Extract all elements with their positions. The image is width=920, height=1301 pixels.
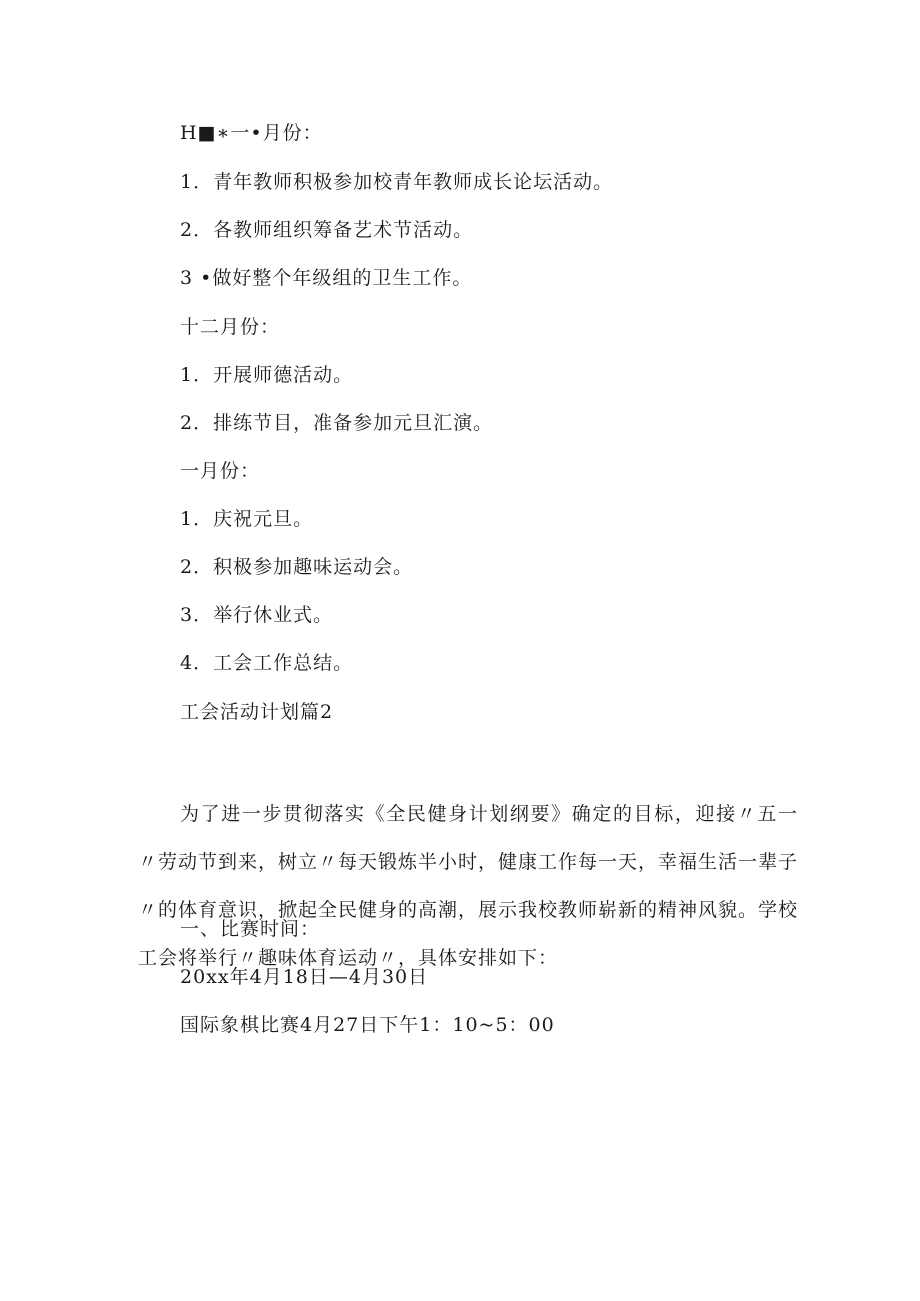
- january-heading: 一月份：: [180, 460, 261, 482]
- december-heading: 十二月份：: [180, 316, 281, 338]
- january-item-3: 3．举行休业式。: [180, 604, 334, 626]
- january-item-4: 4．工会工作总结。: [180, 652, 354, 674]
- november-heading: H■∗一•月份：: [180, 122, 323, 144]
- december-item-1: 1．开展师德活动。: [180, 364, 354, 386]
- november-item-3: 3 •做好整个年级组的卫生工作。: [180, 267, 473, 289]
- november-item-2: 2．各教师组织筹备艺术节活动。: [180, 219, 474, 241]
- intro-paragraph: 为了进一步贯彻落实《全民健身计划纲要》确定的目标，迎接〃五一〃劳动节到来，树立〃每天锻炼半小时，健康工作每一天，幸福生活一辈子〃的体育意识，掀起全民健身的高潮，展示我校教师崭新的精神风貌。学校工会将举行〃趣味体育运动〃，具体安排如下：: [138, 803, 799, 969]
- january-item-1: 1．庆祝元旦。: [180, 508, 314, 530]
- january-item-2: 2．积极参加趣味运动会。: [180, 556, 414, 578]
- schedule-chess-line: 国际象棋比赛4月27日下午1：10~5：00: [180, 1014, 555, 1036]
- november-item-1: 1．青年教师积极参加校青年教师成长论坛活动。: [180, 171, 614, 193]
- schedule-heading: 一、比赛时间：: [180, 918, 321, 940]
- section-title: 工会活动计划篇2: [180, 701, 334, 723]
- december-item-2: 2．排练节目，准备参加元旦汇演。: [180, 412, 494, 434]
- schedule-date-range: 20xx年4月18日—4月30日: [180, 966, 429, 988]
